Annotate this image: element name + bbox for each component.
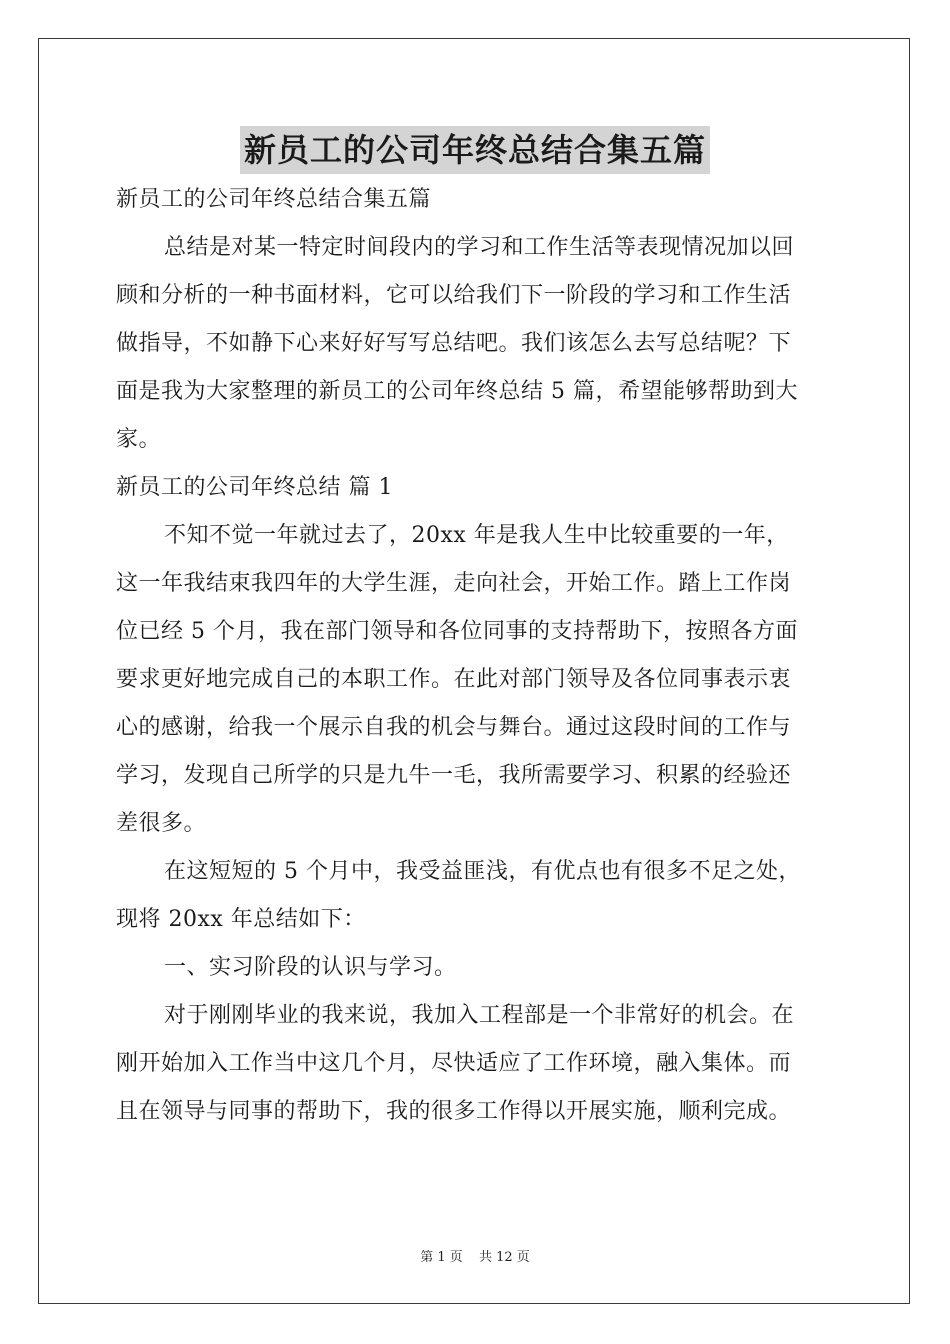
text-line: 这一年我结束我四年的大学生涯，走向社会，开始工作。踏上工作岗 — [116, 571, 792, 596]
text-line: 心的感谢，给我一个展示自我的机会与舞台。通过这段时间的工作与 — [116, 715, 792, 740]
text-line: 顾和分析的一种书面材料，它可以给我们下一阶段的学习和工作生活 — [116, 283, 792, 308]
text-line: 差很多。 — [116, 811, 207, 836]
text-line: 新员工的公司年终总结 篇 1 — [116, 475, 393, 500]
page-total: 共 12 页 — [478, 1250, 530, 1265]
text-line: 家。 — [116, 427, 162, 452]
text-line: 位已经 5 个月，我在部门领导和各位同事的支持帮助下，按照各方面 — [116, 619, 798, 644]
text-line: 新员工的公司年终总结合集五篇 — [116, 187, 432, 212]
text-line: 现将 20xx 年总结如下： — [116, 907, 366, 932]
text-line: 且在领导与同事的帮助下，我的很多工作得以开展实施，顺利完成。 — [116, 1099, 792, 1124]
text-line: 总结是对某一特定时间段内的学习和工作生活等表现情况加以回 — [164, 235, 795, 260]
title-container — [0, 126, 950, 174]
text-line: 面是我为大家整理的新员工的公司年终总结 5 篇，希望能够帮助到大 — [116, 379, 798, 404]
text-line: 对于刚刚毕业的我来说，我加入工程部是一个非常好的机会。在 — [164, 1003, 795, 1028]
text-line: 要求更好地完成自己的本职工作。在此对部门领导及各位同事表示衷 — [116, 667, 792, 692]
document-body — [116, 176, 836, 1136]
text-line: 做指导，不如静下心来好好写写总结吧。我们该怎么去写总结呢？下 — [116, 331, 792, 356]
text-line: 刚开始加入工作当中这几个月，尽快适应了工作环境，融入集体。而 — [116, 1051, 792, 1076]
page-footer — [0, 1246, 950, 1265]
text-line: 在这短短的 5 个月中，我受益匪浅，有优点也有很多不足之处， — [164, 859, 801, 884]
text-line: 学习，发现自己所学的只是九牛一毛，我所需要学习、积累的经验还 — [116, 763, 792, 788]
text-line: 一、实习阶段的认识与学习。 — [164, 955, 457, 980]
page-number: 第 1 页 — [420, 1250, 463, 1265]
text-line: 不知不觉一年就过去了，20xx 年是我人生中比较重要的一年， — [164, 523, 789, 548]
document-title: 新员工的公司年终总结合集五篇 — [240, 126, 710, 174]
